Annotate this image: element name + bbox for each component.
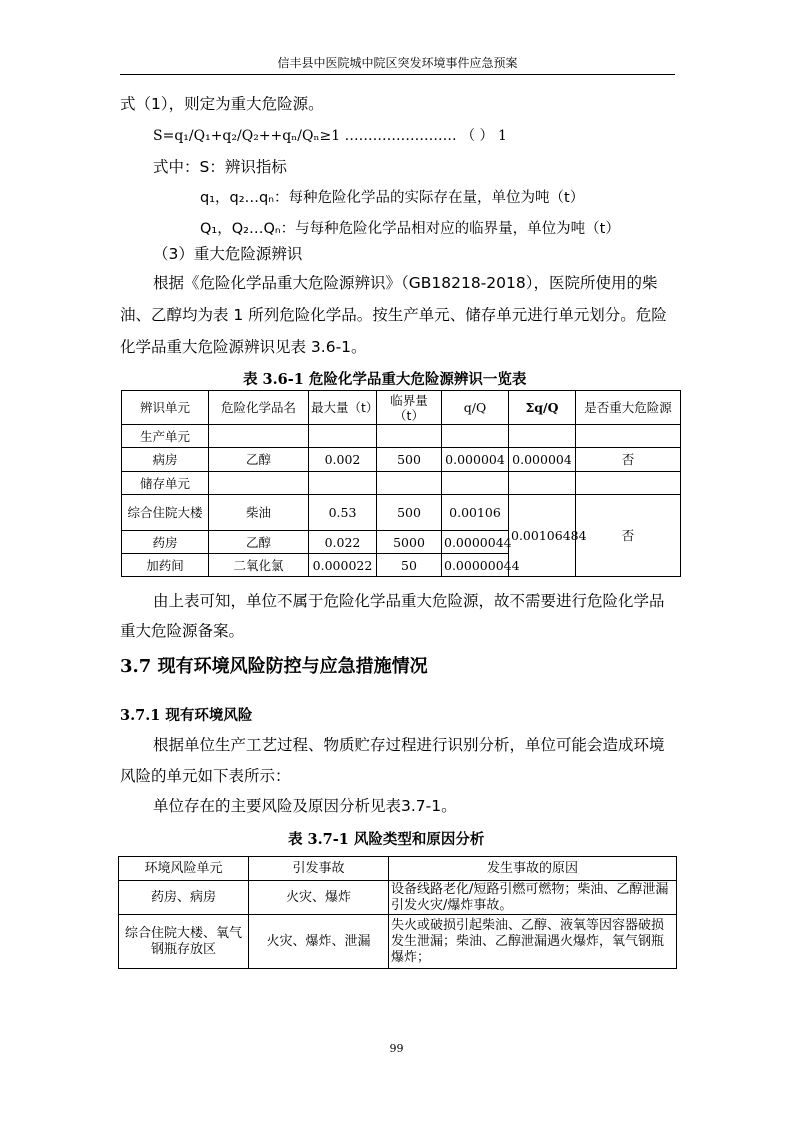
table-cell: 加药间	[122, 554, 209, 577]
subheading-3: （3）重大危险源辨识	[153, 245, 303, 263]
column-header: 辨识单元	[122, 391, 209, 425]
table-cell: 药房、病房	[119, 881, 249, 915]
table-cell: 综合住院大楼、氧气钢瓶存放区	[119, 915, 249, 969]
table-cell: 乙醇	[209, 448, 309, 472]
paragraph-line: 由上表可知，单位不属于危险化学品重大危险源，故不需要进行危险化学品	[153, 592, 665, 610]
table-header-row	[122, 391, 681, 425]
paragraph-line: 油、乙醇均为表 1 所列危险化学品。按生产单元、储存单元进行单元划分。危险	[120, 306, 667, 324]
hazard-identification-table	[121, 390, 681, 577]
table-cell: 火灾、爆炸	[249, 881, 389, 915]
table-row	[119, 881, 677, 915]
column-header: 是否重大危险源	[576, 391, 681, 425]
table-cell: 0.022	[309, 531, 377, 554]
table-cell: 火灾、爆炸、泄漏	[249, 915, 389, 969]
table-row	[122, 472, 681, 495]
table-cell: 0.002	[309, 448, 377, 472]
table-cell: 0.0000044	[442, 531, 509, 554]
unit-group-label: 生产单元	[122, 425, 209, 448]
table-cell: 柴油	[209, 495, 309, 531]
table-row	[122, 425, 681, 448]
table-cell: 否	[576, 448, 681, 472]
table-caption: 表 3.6-1 危险化学品重大危险源辨识一览表	[243, 371, 527, 388]
table-cell: 0.000022	[309, 554, 377, 577]
paragraph-line: 重大危险源备案。	[120, 622, 245, 640]
subsection-heading: 3.7.1 现有环境风险	[120, 707, 253, 724]
paragraph-line: 根据单位生产工艺过程、物质贮存过程进行识别分析，单位可能会造成环境	[153, 736, 665, 754]
where-line: 式中：S：辨识指标	[153, 158, 287, 176]
paragraph-line: 风险的单元如下表所示：	[120, 767, 291, 785]
table-caption: 表 3.7-1 风险类型和原因分析	[288, 831, 485, 848]
page-number: 99	[389, 1042, 404, 1055]
paragraph-line: 根据《危险化学品重大危险源辨识》（GB18218-2018），医院所使用的柴	[153, 274, 658, 292]
table-cell: 0.000004	[509, 448, 576, 472]
table-cell: 0.00106484	[509, 495, 576, 577]
header-rule	[120, 74, 675, 75]
table-cell: 乙醇	[209, 531, 309, 554]
table-cell: 失火或破损引起柴油、乙醇、液氧等因容器破损发生泄漏；柴油、乙醇泄漏遇火爆炸，氧气钢瓶爆炸；	[389, 915, 677, 969]
table-cell: 500	[377, 495, 442, 531]
table-cell: 设备线路老化/短路引燃可燃物；柴油、乙醇泄漏引发火灾/爆炸事故。	[389, 881, 677, 915]
formula: S=q₁/Q₁+q₂/Q₂++qₙ/Qₙ≥1 …………………… （ ） 1	[153, 128, 507, 144]
section-heading: 3.7 现有环境风险防控与应急措施情况	[120, 656, 428, 677]
body-line: 式（1），则定为重大危险源。	[120, 95, 324, 113]
document-header: 信丰县中医院城中院区突发环境事件应急预案	[277, 56, 518, 70]
column-header: 危险化学品名	[209, 391, 309, 425]
risk-analysis-table	[118, 856, 677, 969]
table-cell: 50	[377, 554, 442, 577]
column-header: Σq/Q	[509, 391, 576, 425]
paragraph-line: 单位存在的主要风险及原因分析见表3.7-1。	[153, 797, 457, 815]
column-header: 环境风险单元	[119, 857, 249, 881]
column-header: 临界量（t）	[377, 391, 442, 425]
table-cell: 5000	[377, 531, 442, 554]
table-cell: 否	[576, 495, 681, 577]
column-header: 引发事故	[249, 857, 389, 881]
q-definition: q₁，q₂…qₙ：每种危险化学品的实际存在量，单位为吨（t）	[200, 190, 585, 206]
table-row	[122, 495, 681, 531]
paragraph-line: 化学品重大危险源辨识见表 3.6-1。	[120, 338, 367, 356]
table-cell: 0.000004	[442, 448, 509, 472]
column-header: 发生事故的原因	[389, 857, 677, 881]
table-cell: 0.00106	[442, 495, 509, 531]
table-cell: 二氧化氯	[209, 554, 309, 577]
table-cell: 500	[377, 448, 442, 472]
table-cell: 0.53	[309, 495, 377, 531]
table-cell: 0.00000044	[442, 554, 509, 577]
column-header: 最大量（t）	[309, 391, 377, 425]
unit-group-label: 储存单元	[122, 472, 209, 495]
column-header: q/Q	[442, 391, 509, 425]
table-row	[119, 915, 677, 969]
table-row	[122, 448, 681, 472]
table-cell: 病房	[122, 448, 209, 472]
table-cell: 药房	[122, 531, 209, 554]
table-header-row	[119, 857, 677, 881]
Q-definition: Q₁，Q₂…Qₙ：与每种危险化学品相对应的临界量，单位为吨（t）	[200, 221, 620, 237]
table-cell: 综合住院大楼	[122, 495, 209, 531]
